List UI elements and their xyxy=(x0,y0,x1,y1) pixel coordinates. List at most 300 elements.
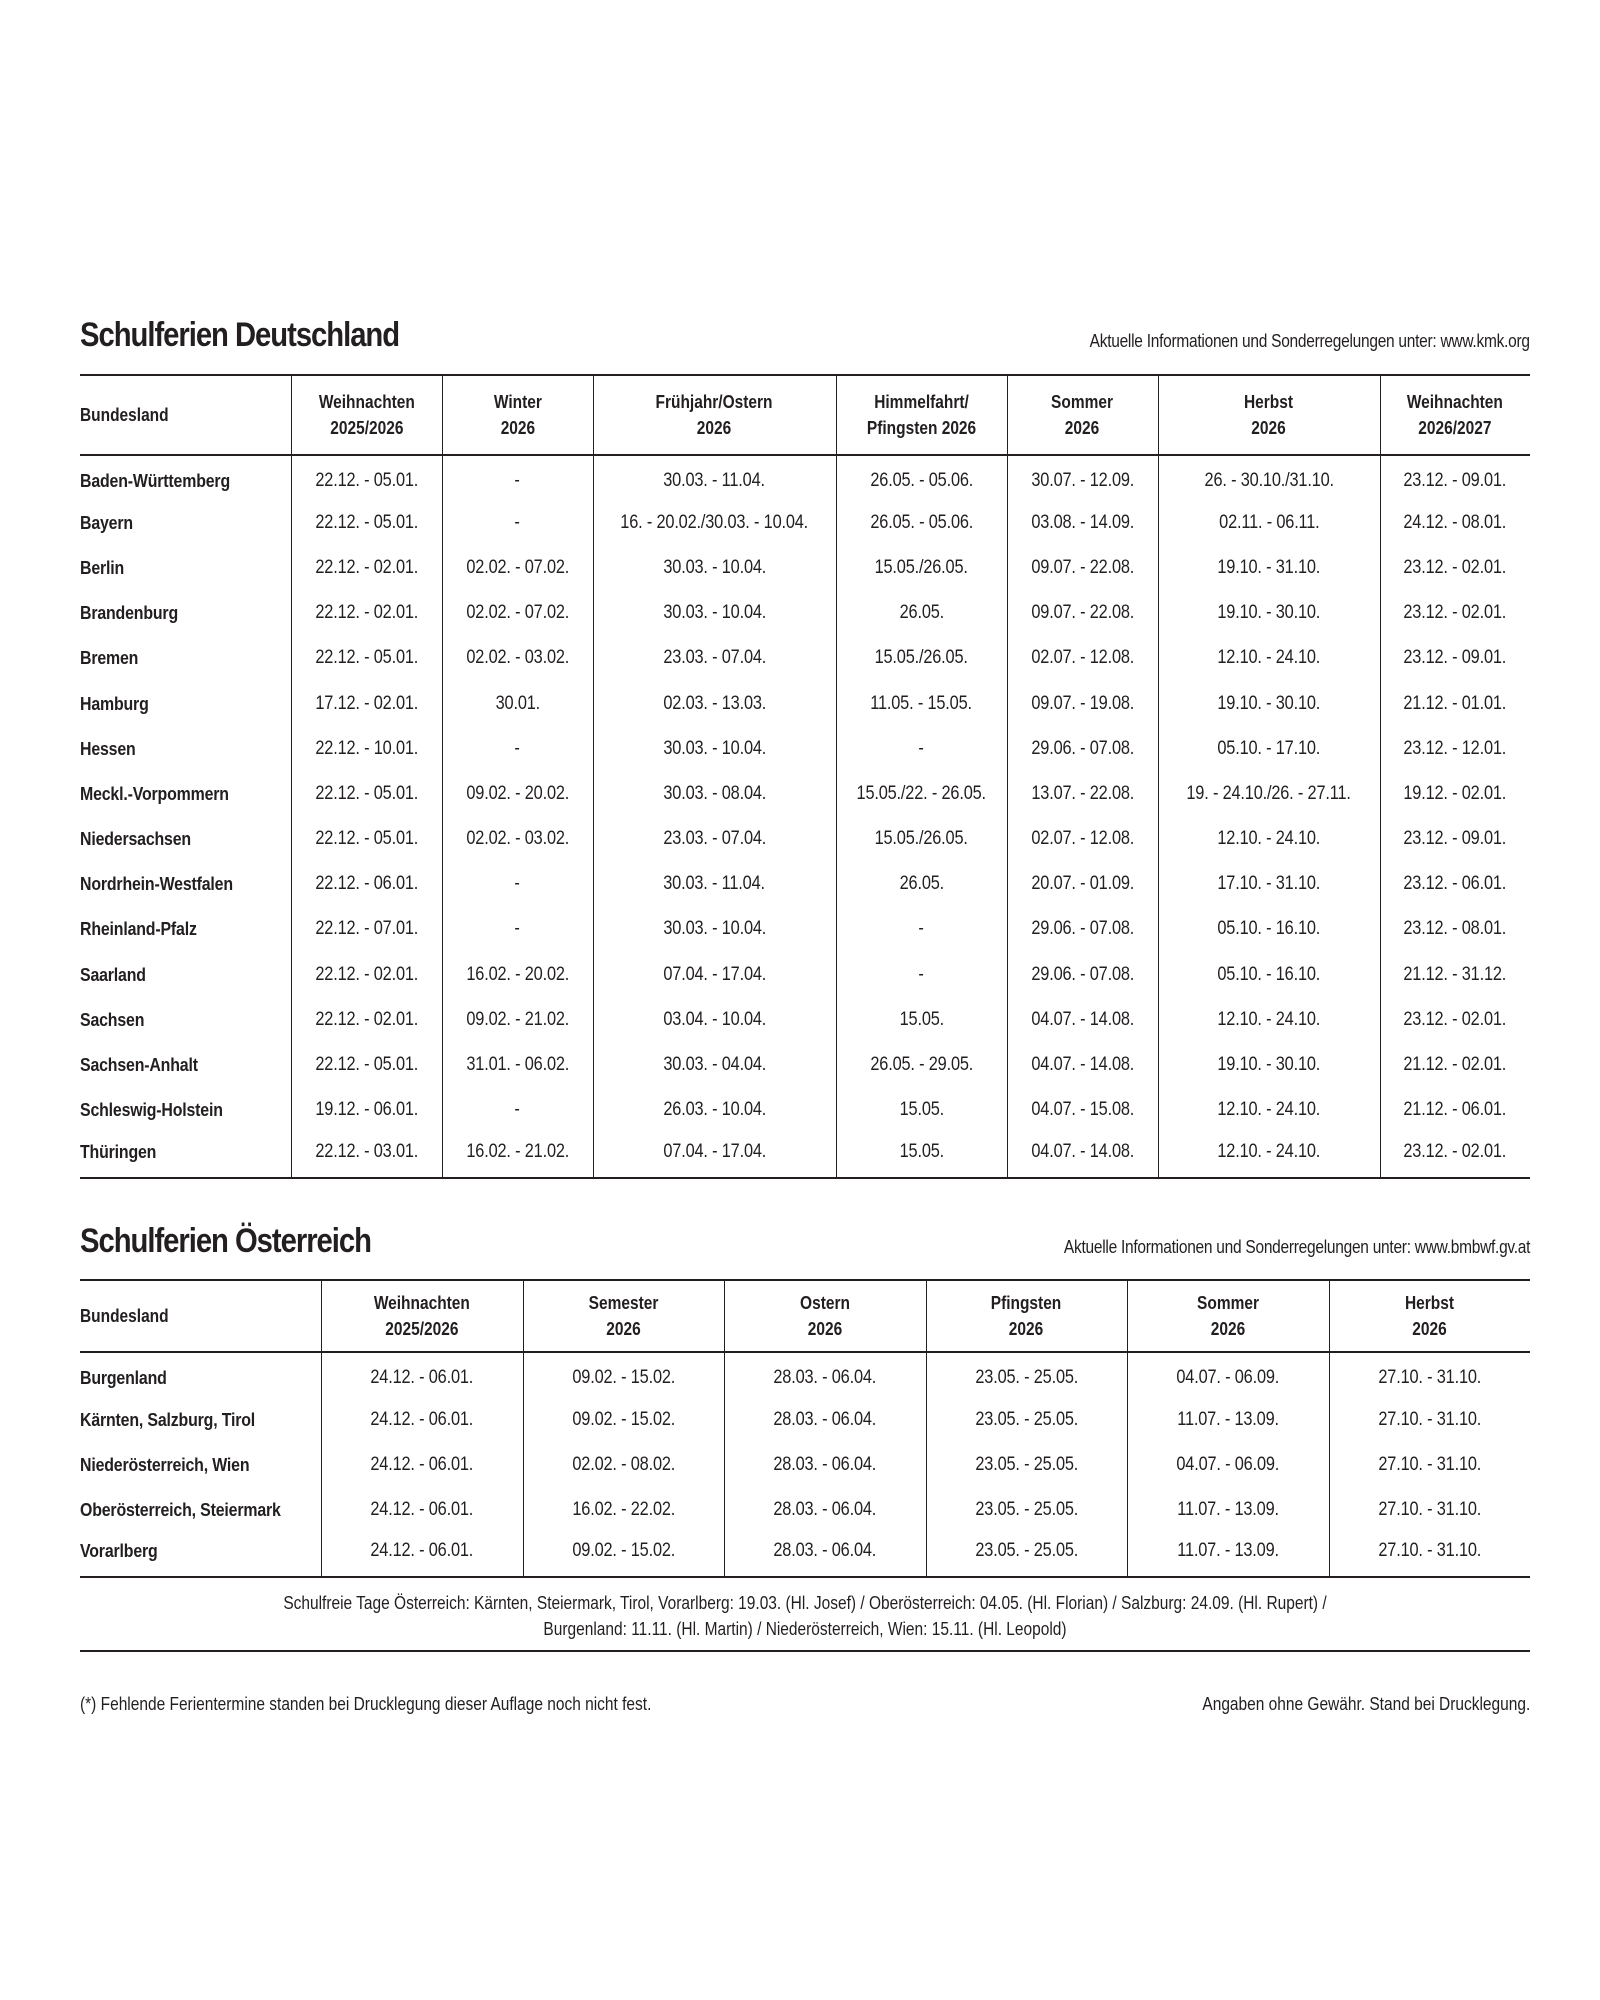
holiday-dates: 22.12. - 06.01. xyxy=(315,873,418,895)
holiday-dates: 26.05. - 05.06. xyxy=(870,511,973,533)
holiday-dates: 12.10. - 24.10. xyxy=(1217,1140,1321,1162)
holiday-dates: 07.04. - 17.04. xyxy=(663,963,766,985)
holiday-dates: 09.02. - 21.02. xyxy=(466,1008,569,1030)
state-name-cell xyxy=(80,1487,321,1532)
holiday-dates: 23.05. - 25.05. xyxy=(975,1540,1078,1561)
holiday-dates-cell xyxy=(442,817,593,862)
holiday-dates-cell xyxy=(1007,997,1158,1042)
holiday-dates-cell xyxy=(1007,500,1158,545)
holiday-dates-cell xyxy=(836,1042,1007,1087)
holiday-dates: 05.10. - 17.10. xyxy=(1217,737,1321,759)
state-name: Hamburg xyxy=(80,692,149,714)
state-name-cell xyxy=(80,500,291,545)
holiday-dates-cell xyxy=(1007,636,1158,681)
holiday-dates: 23.05. - 25.05. xyxy=(975,1498,1078,1520)
holiday-dates-cell xyxy=(593,997,836,1042)
germany-header xyxy=(80,318,1530,352)
holiday-dates-cell xyxy=(291,997,442,1042)
holiday-dates: 22.12. - 02.01. xyxy=(315,963,418,985)
holiday-dates: 28.03. - 06.04. xyxy=(773,1367,877,1388)
column-header-label: Winter 2026 xyxy=(493,392,542,438)
holiday-dates: 16.02. - 21.02. xyxy=(466,1140,569,1162)
holiday-dates-cell xyxy=(836,636,1007,681)
austria-table-body xyxy=(80,1352,1530,1577)
holiday-dates-cell xyxy=(1380,771,1530,816)
holiday-dates: 23.12. - 12.01. xyxy=(1403,737,1507,759)
table-row xyxy=(80,1532,1530,1577)
holiday-dates: 22.12. - 05.01. xyxy=(315,470,418,492)
holiday-dates-cell xyxy=(442,997,593,1042)
holiday-dates-cell xyxy=(1158,997,1380,1042)
state-name-cell xyxy=(80,681,291,726)
state-name-cell xyxy=(80,455,291,500)
germany-header-row xyxy=(80,375,1530,455)
austria-header xyxy=(80,1224,1530,1258)
footer-disclaimer-no-guarantee: Angaben ohne Gewähr. Stand bei Drucklegung. xyxy=(1202,1694,1530,1714)
holiday-dates: - xyxy=(918,918,925,940)
column-header xyxy=(80,375,291,455)
holiday-dates-cell xyxy=(321,1397,523,1442)
holiday-dates: 28.03. - 06.04. xyxy=(773,1453,877,1475)
holiday-dates-cell xyxy=(1158,817,1380,862)
holiday-dates-cell xyxy=(291,1133,442,1178)
holiday-dates-cell xyxy=(1158,1088,1380,1133)
holiday-dates: 21.12. - 01.01. xyxy=(1403,692,1507,714)
holiday-dates-cell xyxy=(442,1042,593,1087)
holiday-dates: 29.06. - 07.08. xyxy=(1031,918,1134,940)
state-name-cell xyxy=(80,545,291,590)
state-name-cell xyxy=(80,997,291,1042)
state-name: Burgenland xyxy=(80,1367,167,1388)
holiday-dates: 19.10. - 30.10. xyxy=(1217,692,1321,714)
column-header xyxy=(836,375,1007,455)
state-name: Niedersachsen xyxy=(80,828,191,850)
holiday-dates-cell xyxy=(1158,1042,1380,1087)
holiday-dates: 02.02. - 03.02. xyxy=(466,647,569,669)
holiday-dates: 24.12. - 06.01. xyxy=(370,1367,474,1388)
state-name-cell xyxy=(80,1352,321,1397)
holiday-dates-cell xyxy=(1380,997,1530,1042)
holiday-dates-cell xyxy=(442,952,593,997)
holiday-dates-cell xyxy=(523,1352,724,1397)
holiday-dates: 29.06. - 07.08. xyxy=(1031,963,1134,985)
holiday-dates-cell xyxy=(291,862,442,907)
school-free-days-line-1: Schulfreie Tage Österreich: Kärnten, Steiermark, Tirol, Vorarlberg: 19.03. (Hl. Josef) / Oberösterreich: 04.05. (Hl. Florian) / Salzburg: 24.09. (Hl. Rupert) / xyxy=(283,1593,1327,1613)
holiday-dates: 23.05. - 25.05. xyxy=(975,1453,1078,1475)
holiday-dates-cell xyxy=(442,500,593,545)
holiday-dates: 16.02. - 22.02. xyxy=(572,1498,675,1520)
column-header-label: Herbst 2026 xyxy=(1405,1293,1455,1339)
state-name-cell xyxy=(80,636,291,681)
holiday-dates-cell xyxy=(1380,726,1530,771)
holiday-dates: - xyxy=(918,737,925,759)
holiday-dates-cell xyxy=(1127,1487,1329,1532)
holiday-dates: 19.10. - 30.10. xyxy=(1217,1054,1321,1076)
holiday-dates: 04.07. - 14.08. xyxy=(1031,1054,1134,1076)
holiday-dates: 26.05. xyxy=(899,602,944,624)
holiday-dates-cell xyxy=(593,952,836,997)
holiday-dates-cell xyxy=(836,500,1007,545)
column-header-label: Herbst 2026 xyxy=(1244,392,1294,438)
holiday-dates: 02.07. - 12.08. xyxy=(1031,828,1134,850)
holiday-dates: 04.07. - 06.09. xyxy=(1176,1453,1280,1475)
holiday-dates: 24.12. - 06.01. xyxy=(370,1453,474,1475)
column-header xyxy=(926,1280,1127,1352)
holiday-dates-cell xyxy=(593,1133,836,1178)
holiday-dates: 02.03. - 13.03. xyxy=(663,692,766,714)
holiday-dates-cell xyxy=(1380,636,1530,681)
holiday-dates: 19.10. - 31.10. xyxy=(1217,556,1321,578)
holiday-dates-cell xyxy=(926,1397,1127,1442)
state-name-cell xyxy=(80,1397,321,1442)
germany-table-head xyxy=(80,375,1530,455)
holiday-dates-cell xyxy=(1158,726,1380,771)
holiday-dates: 09.02. - 15.02. xyxy=(572,1367,675,1388)
holiday-dates-cell xyxy=(321,1352,523,1397)
holiday-dates-cell xyxy=(836,726,1007,771)
holiday-dates: 17.10. - 31.10. xyxy=(1217,873,1321,895)
school-free-days-line-2: Burgenland: 11.11. (Hl. Martin) / Niederösterreich, Wien: 15.11. (Hl. Leopold) xyxy=(543,1619,1067,1639)
holiday-dates-cell xyxy=(1127,1532,1329,1577)
holiday-dates-cell xyxy=(1380,1133,1530,1178)
state-name-cell xyxy=(80,1442,321,1487)
state-name: Baden-Württemberg xyxy=(80,470,231,492)
holiday-dates-cell xyxy=(926,1442,1127,1487)
column-header-label: Sommer 2026 xyxy=(1197,1293,1259,1339)
table-row xyxy=(80,771,1530,816)
holiday-dates: 23.12. - 09.01. xyxy=(1403,470,1507,492)
holiday-dates: - xyxy=(514,737,521,759)
holiday-dates: 23.05. - 25.05. xyxy=(975,1408,1078,1430)
holiday-dates: 22.12. - 05.01. xyxy=(315,647,418,669)
holiday-dates: 20.07. - 01.09. xyxy=(1031,873,1134,895)
holiday-dates: 28.03. - 06.04. xyxy=(773,1540,877,1561)
column-header xyxy=(593,375,836,455)
holiday-dates-cell xyxy=(1007,726,1158,771)
holiday-dates-cell xyxy=(291,817,442,862)
holiday-dates: 21.12. - 02.01. xyxy=(1403,1054,1507,1076)
holiday-dates: 27.10. - 31.10. xyxy=(1378,1408,1482,1430)
holiday-dates: - xyxy=(918,963,925,985)
holiday-dates: - xyxy=(514,873,521,895)
holiday-dates: 03.04. - 10.04. xyxy=(663,1008,766,1030)
holiday-dates: 15.05./26.05. xyxy=(874,556,969,578)
holiday-dates: 23.12. - 09.01. xyxy=(1403,647,1507,669)
holiday-dates-cell xyxy=(1158,771,1380,816)
holiday-dates: 23.05. - 25.05. xyxy=(975,1367,1078,1388)
holiday-dates: 28.03. - 06.04. xyxy=(773,1408,877,1430)
holiday-dates: 23.12. - 02.01. xyxy=(1403,1008,1507,1030)
holiday-dates: 15.05./22. - 26.05. xyxy=(856,782,987,804)
holiday-dates-cell xyxy=(321,1532,523,1577)
holiday-dates: 02.02. - 03.02. xyxy=(466,828,569,850)
holiday-dates: 15.05./26.05. xyxy=(874,647,969,669)
holiday-dates-cell xyxy=(724,1352,926,1397)
column-header-label: Weihnachten 2025/2026 xyxy=(373,1293,471,1339)
holiday-dates-cell xyxy=(1380,907,1530,952)
holiday-dates-cell xyxy=(442,545,593,590)
column-header xyxy=(1127,1280,1329,1352)
holiday-dates-cell xyxy=(836,862,1007,907)
holiday-dates-cell xyxy=(291,1042,442,1087)
state-name: Brandenburg xyxy=(80,602,178,624)
holiday-dates-cell xyxy=(1007,681,1158,726)
holiday-dates: 09.07. - 19.08. xyxy=(1031,692,1134,714)
holiday-dates: 23.03. - 07.04. xyxy=(663,828,766,850)
holiday-dates: 02.02. - 07.02. xyxy=(466,602,569,624)
holiday-dates: 12.10. - 24.10. xyxy=(1217,1099,1321,1121)
holiday-dates: 26. - 30.10./31.10. xyxy=(1204,470,1334,492)
footer-disclaimer-missing-dates: (*) Fehlende Ferientermine standen bei Drucklegung dieser Auflage noch nicht fest. xyxy=(80,1694,652,1714)
holiday-dates-cell xyxy=(1158,455,1380,500)
holiday-dates: 04.07. - 14.08. xyxy=(1031,1140,1134,1162)
holiday-dates-cell xyxy=(836,907,1007,952)
table-row xyxy=(80,681,1530,726)
table-row xyxy=(80,545,1530,590)
holiday-dates: 09.02. - 20.02. xyxy=(466,782,569,804)
column-header xyxy=(442,375,593,455)
column-header xyxy=(724,1280,926,1352)
holiday-dates-cell xyxy=(291,455,442,500)
holiday-dates-cell xyxy=(291,545,442,590)
holiday-dates: 23.12. - 02.01. xyxy=(1403,602,1507,624)
holiday-dates-cell xyxy=(593,455,836,500)
holiday-dates-cell xyxy=(836,1088,1007,1133)
holiday-dates-cell xyxy=(836,591,1007,636)
holiday-dates-cell xyxy=(593,771,836,816)
holiday-dates-cell xyxy=(291,726,442,771)
state-name-cell xyxy=(80,1532,321,1577)
holiday-dates-cell xyxy=(1007,952,1158,997)
holiday-dates: - xyxy=(514,918,521,940)
table-row xyxy=(80,1133,1530,1178)
holiday-dates-cell xyxy=(442,862,593,907)
holiday-dates: 05.10. - 16.10. xyxy=(1217,918,1321,940)
holiday-dates-cell xyxy=(523,1397,724,1442)
holiday-dates-cell xyxy=(523,1532,724,1577)
holiday-dates: 12.10. - 24.10. xyxy=(1217,828,1321,850)
holiday-dates-cell xyxy=(593,907,836,952)
state-name-cell xyxy=(80,907,291,952)
table-row xyxy=(80,591,1530,636)
table-row xyxy=(80,455,1530,500)
holiday-dates-cell xyxy=(442,771,593,816)
state-name: Sachsen xyxy=(80,1008,145,1030)
holiday-dates: 22.12. - 02.01. xyxy=(315,602,418,624)
holiday-dates-cell xyxy=(926,1532,1127,1577)
holiday-dates-cell xyxy=(1380,545,1530,590)
holiday-dates: 29.06. - 07.08. xyxy=(1031,737,1134,759)
holiday-dates-cell xyxy=(1380,591,1530,636)
holiday-dates-cell xyxy=(1158,591,1380,636)
state-name-cell xyxy=(80,817,291,862)
holiday-dates-cell xyxy=(291,952,442,997)
holiday-dates-cell xyxy=(321,1487,523,1532)
column-header xyxy=(80,1280,321,1352)
germany-note: Aktuelle Informationen und Sonderregelungen unter: www.kmk.org xyxy=(1089,331,1530,351)
holiday-dates-cell xyxy=(1329,1487,1530,1532)
holiday-dates: 30.03. - 08.04. xyxy=(663,782,766,804)
holiday-dates: 22.12. - 05.01. xyxy=(315,782,418,804)
table-row xyxy=(80,726,1530,771)
holiday-dates: 19.12. - 06.01. xyxy=(315,1099,418,1121)
state-name-cell xyxy=(80,771,291,816)
holiday-dates-cell xyxy=(1007,1042,1158,1087)
holiday-dates: 07.04. - 17.04. xyxy=(663,1140,766,1162)
holiday-dates-cell xyxy=(1158,681,1380,726)
holiday-dates-cell xyxy=(523,1487,724,1532)
state-name-cell xyxy=(80,1088,291,1133)
state-name: Niederösterreich, Wien xyxy=(80,1453,250,1475)
holiday-dates-cell xyxy=(593,636,836,681)
column-header xyxy=(523,1280,724,1352)
holiday-dates-cell xyxy=(836,952,1007,997)
holiday-dates-cell xyxy=(724,1442,926,1487)
table-row xyxy=(80,1042,1530,1087)
holiday-dates: 26.05. - 05.06. xyxy=(870,470,973,492)
holiday-dates: 27.10. - 31.10. xyxy=(1378,1453,1482,1475)
holiday-dates-cell xyxy=(1158,636,1380,681)
holiday-dates-cell xyxy=(593,591,836,636)
holiday-dates: 02.11. - 06.11. xyxy=(1218,511,1320,533)
holiday-dates-cell xyxy=(1158,500,1380,545)
state-name: Thüringen xyxy=(80,1140,157,1162)
holiday-dates-cell xyxy=(321,1442,523,1487)
holiday-dates-cell xyxy=(1329,1352,1530,1397)
holiday-dates: 23.03. - 07.04. xyxy=(663,647,766,669)
holiday-dates-cell xyxy=(836,771,1007,816)
holiday-dates: 24.12. - 06.01. xyxy=(370,1498,474,1520)
holiday-dates-cell xyxy=(523,1442,724,1487)
column-header xyxy=(291,375,442,455)
holiday-dates-cell xyxy=(1007,771,1158,816)
table-row xyxy=(80,1088,1530,1133)
holiday-dates-cell xyxy=(593,500,836,545)
holiday-dates: 28.03. - 06.04. xyxy=(773,1498,877,1520)
state-name: Saarland xyxy=(80,963,146,985)
holiday-dates: 04.07. - 06.09. xyxy=(1176,1367,1280,1388)
holiday-dates: 21.12. - 31.12. xyxy=(1403,963,1507,985)
holiday-dates: 12.10. - 24.10. xyxy=(1217,1008,1321,1030)
holiday-dates-cell xyxy=(1007,545,1158,590)
holiday-dates: 23.12. - 06.01. xyxy=(1403,873,1507,895)
table-row xyxy=(80,636,1530,681)
holiday-dates: 30.01. xyxy=(495,692,540,714)
holiday-dates-cell xyxy=(1158,952,1380,997)
column-header-label: Pfingsten 2026 xyxy=(991,1293,1062,1339)
state-name-cell xyxy=(80,862,291,907)
table-row xyxy=(80,997,1530,1042)
holiday-dates-cell xyxy=(291,591,442,636)
holiday-dates: 04.07. - 15.08. xyxy=(1031,1099,1134,1121)
holiday-dates: 19. - 24.10./26. - 27.11. xyxy=(1186,782,1352,804)
holiday-dates-cell xyxy=(442,1088,593,1133)
holiday-dates: 13.07. - 22.08. xyxy=(1031,782,1134,804)
holiday-dates: 23.12. - 09.01. xyxy=(1403,828,1507,850)
holiday-dates-cell xyxy=(1127,1397,1329,1442)
germany-title: Schulferien Deutschland xyxy=(80,316,400,354)
holiday-dates: 27.10. - 31.10. xyxy=(1378,1540,1482,1561)
holiday-dates: 11.07. - 13.09. xyxy=(1177,1408,1279,1430)
column-header-label: Frühjahr/Ostern 2026 xyxy=(656,392,773,438)
holiday-dates: 11.05. - 15.05. xyxy=(870,692,973,714)
holiday-dates: 22.12. - 03.01. xyxy=(315,1140,418,1162)
footer xyxy=(80,1694,1530,1715)
holiday-dates: 15.05./26.05. xyxy=(874,828,969,850)
column-header xyxy=(1158,375,1380,455)
holiday-dates-cell xyxy=(724,1487,926,1532)
austria-title: Schulferien Österreich xyxy=(80,1222,371,1260)
holiday-dates-cell xyxy=(926,1352,1127,1397)
holiday-dates: 02.07. - 12.08. xyxy=(1031,647,1134,669)
holiday-dates-cell xyxy=(926,1487,1127,1532)
holiday-dates: 30.03. - 10.04. xyxy=(663,918,766,940)
holiday-dates: 30.03. - 10.04. xyxy=(663,602,766,624)
state-name: Bremen xyxy=(80,647,139,669)
state-name: Kärnten, Salzburg, Tirol xyxy=(80,1408,256,1430)
school-free-days-note xyxy=(80,1590,1530,1652)
holiday-dates-cell xyxy=(836,817,1007,862)
state-name-cell xyxy=(80,591,291,636)
holiday-dates-cell xyxy=(593,726,836,771)
holiday-dates: 22.12. - 02.01. xyxy=(315,1008,418,1030)
table-row xyxy=(80,952,1530,997)
holiday-dates-cell xyxy=(1380,500,1530,545)
holiday-dates-cell xyxy=(442,907,593,952)
table-row xyxy=(80,907,1530,952)
holiday-dates-cell xyxy=(1127,1442,1329,1487)
holiday-dates: 09.02. - 15.02. xyxy=(572,1408,675,1430)
holiday-dates: 22.12. - 05.01. xyxy=(315,1054,418,1076)
holiday-dates-cell xyxy=(442,1133,593,1178)
table-row xyxy=(80,1442,1530,1487)
holiday-dates: 30.03. - 10.04. xyxy=(663,556,766,578)
holiday-dates: 26.05. xyxy=(899,873,944,895)
holiday-dates: 30.07. - 12.09. xyxy=(1031,470,1134,492)
holiday-dates: 23.12. - 02.01. xyxy=(1403,1140,1507,1162)
holiday-dates: - xyxy=(514,470,521,492)
holiday-dates-cell xyxy=(442,681,593,726)
holiday-dates: 24.12. - 06.01. xyxy=(370,1540,474,1561)
column-header-label: Sommer 2026 xyxy=(1051,392,1114,438)
germany-table-body xyxy=(80,455,1530,1178)
holiday-dates: 26.03. - 10.04. xyxy=(663,1099,766,1121)
holiday-dates: 30.03. - 04.04. xyxy=(663,1054,766,1076)
holiday-dates-cell xyxy=(593,862,836,907)
holiday-dates-cell xyxy=(1127,1352,1329,1397)
holiday-dates-cell xyxy=(836,455,1007,500)
holiday-dates-cell xyxy=(1380,862,1530,907)
holiday-dates-cell xyxy=(1380,952,1530,997)
holiday-dates-cell xyxy=(836,681,1007,726)
holiday-dates: 31.01. - 06.02. xyxy=(466,1054,569,1076)
column-header-label: Bundesland xyxy=(80,405,169,425)
holiday-dates: 11.07. - 13.09. xyxy=(1177,1540,1279,1561)
holiday-dates: 27.10. - 31.10. xyxy=(1378,1498,1482,1520)
holiday-dates: 09.07. - 22.08. xyxy=(1031,556,1134,578)
holiday-dates-cell xyxy=(1329,1442,1530,1487)
holiday-dates-cell xyxy=(1158,1133,1380,1178)
holiday-dates: - xyxy=(514,1099,521,1121)
holiday-dates-cell xyxy=(1158,907,1380,952)
holiday-dates-cell xyxy=(593,545,836,590)
holiday-dates-cell xyxy=(442,455,593,500)
state-name: Hessen xyxy=(80,737,136,759)
holiday-dates-cell xyxy=(1007,1088,1158,1133)
holiday-dates: 27.10. - 31.10. xyxy=(1378,1367,1482,1388)
austria-holiday-table xyxy=(80,1279,1530,1578)
state-name: Bayern xyxy=(80,511,133,533)
